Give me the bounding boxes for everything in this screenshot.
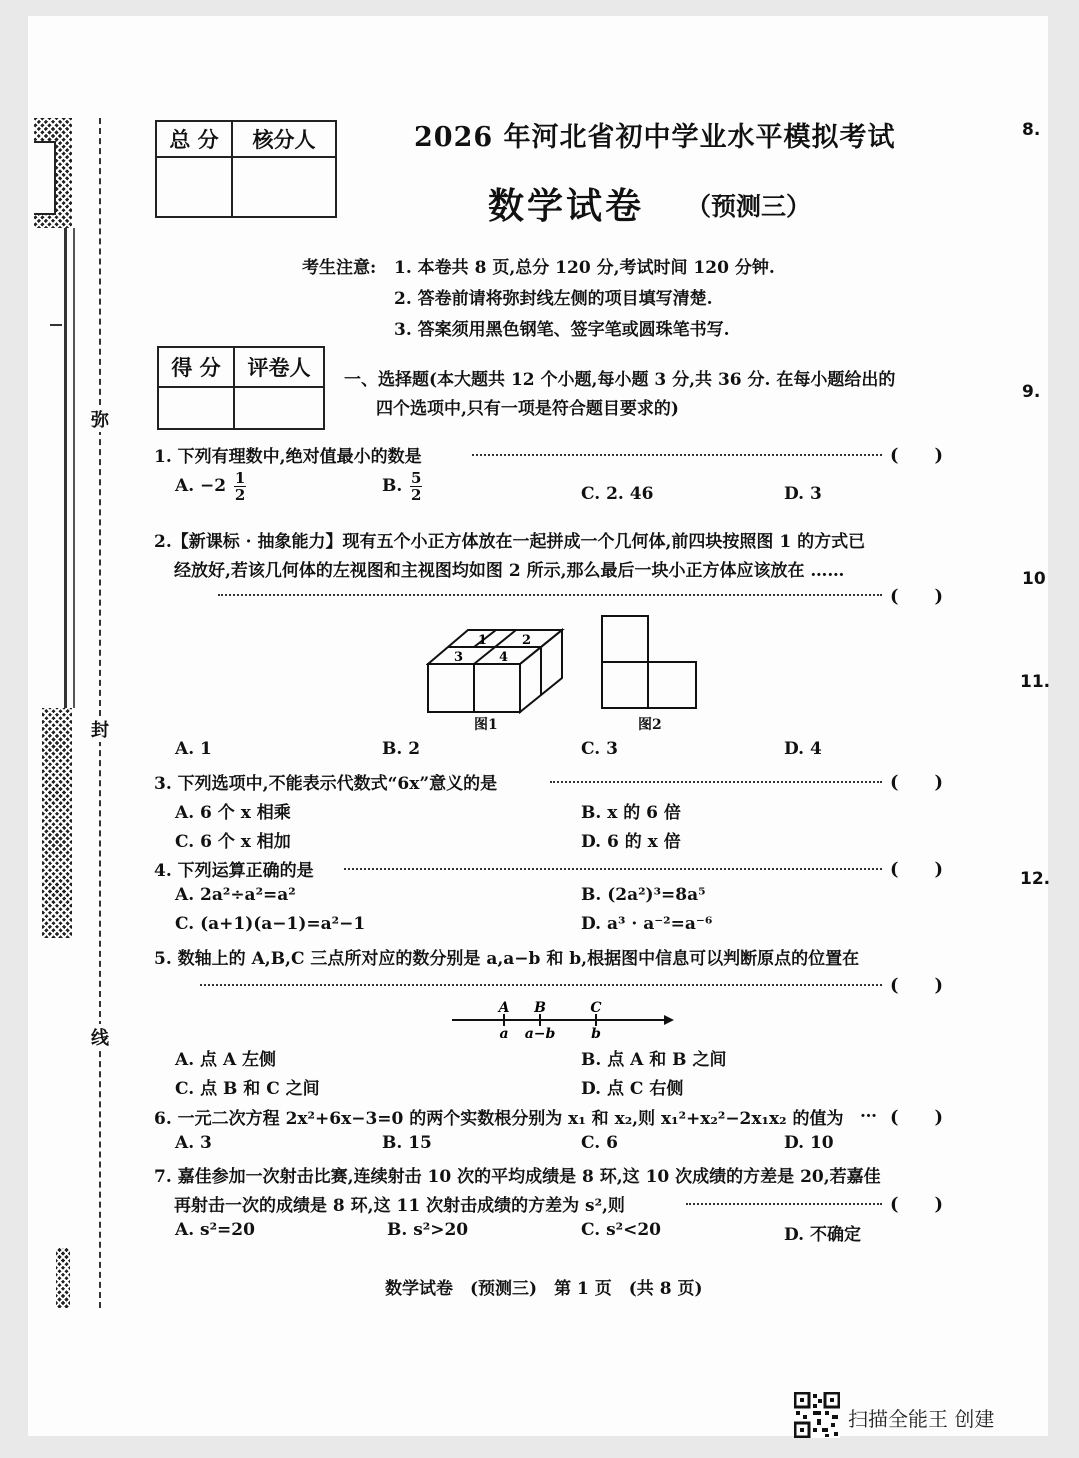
checker-header: 核分人 <box>232 121 336 157</box>
q4-option-c[interactable]: C. (a+1)(a−1)=a²−1 <box>175 914 366 934</box>
q1-a-numerator: 1 <box>234 469 246 487</box>
section1-heading: 一、选择题(本大题共 12 个小题,每小题 3 分,共 36 分. 在每小题给出的 <box>344 370 896 390</box>
q6-option-a[interactable]: A. 3 <box>175 1133 212 1153</box>
q2-figure-1-label: 图1 <box>474 717 498 733</box>
notice-item-3: 3. 答案须用黑色钢笔、签字笔或圆珠笔书写. <box>394 320 730 340</box>
cube-label-2: 2 <box>522 633 532 648</box>
cube-label-1: 1 <box>478 633 488 648</box>
q2-answer-blank[interactable]: ( ) <box>890 586 944 607</box>
q1-option-b-fraction <box>410 470 422 503</box>
q4-leader <box>344 868 882 870</box>
subject-title: 数学试卷 <box>488 185 645 227</box>
q3-answer-blank[interactable]: ( ) <box>890 772 944 793</box>
q3-option-b[interactable]: B. x 的 6 倍 <box>581 803 681 823</box>
q4-option-d[interactable]: D. a³ · a⁻²=a⁻⁶ <box>581 914 713 934</box>
q1-option-b-label: B. <box>382 476 403 496</box>
q3-stem: 3. 下列选项中,不能表示代数式“6x”意义的是 <box>154 774 498 794</box>
cube-label-4: 4 <box>499 650 509 665</box>
q6-option-b[interactable]: B. 15 <box>382 1133 432 1153</box>
q3-leader <box>550 781 882 783</box>
section-score-header: 得 分 <box>158 347 234 387</box>
seal-char-mi: 弥 <box>91 406 109 432</box>
point-A-label: A <box>498 1000 510 1016</box>
q5-option-c[interactable]: C. 点 B 和 C 之间 <box>175 1079 320 1099</box>
q3-option-d[interactable]: D. 6 的 x 倍 <box>581 832 681 852</box>
value-b-label: b <box>591 1026 601 1040</box>
q5-option-a[interactable]: A. 点 A 左侧 <box>175 1050 277 1070</box>
right-number-11: 11. <box>1020 672 1051 692</box>
section1-heading-2: 四个选项中,只有一项是符合题目要求的) <box>376 399 679 419</box>
q4-option-a[interactable]: A. 2a²÷a²=a² <box>175 885 296 905</box>
binding-tick <box>50 324 62 326</box>
q7-option-b[interactable]: B. s²>20 <box>387 1220 469 1240</box>
q7-leader <box>686 1203 882 1205</box>
q1-b-numerator: 5 <box>411 469 422 487</box>
q1-option-a-label: A. −2 <box>175 476 227 496</box>
point-B-label: B <box>534 1000 546 1016</box>
cube-front-left <box>428 664 474 712</box>
q1-a-denominator: 2 <box>234 486 246 504</box>
q4-answer-blank[interactable]: ( ) <box>890 859 944 880</box>
q1-answer-blank[interactable]: ( ) <box>890 445 944 466</box>
q2-option-c[interactable]: C. 3 <box>581 739 618 759</box>
number-line-arrow <box>664 1015 674 1025</box>
grader-cell[interactable] <box>234 387 324 429</box>
seal-char-feng: 封 <box>91 716 109 742</box>
notice-item-1: 1. 本卷共 8 页,总分 120 分,考试时间 120 分钟. <box>394 258 775 278</box>
q4-option-b[interactable]: B. (2a²)³=8a⁵ <box>581 885 706 905</box>
checker-cell[interactable] <box>232 157 336 217</box>
q6-option-d[interactable]: D. 10 <box>784 1133 834 1153</box>
point-C-label: C <box>590 1000 602 1016</box>
q5-stem: 5. 数轴上的 A,B,C 三点所对应的数分别是 a,a−b 和 b,根据图中信息可以判断原点的位置在 <box>154 949 860 969</box>
q7-stem-line2: 再射击一次的成绩是 8 环,这 11 次射击成绩的方差为 s²,则 <box>174 1196 625 1216</box>
notice-label: 考生注意: <box>302 258 377 278</box>
q1-option-a-fraction <box>234 470 246 503</box>
q5-option-d[interactable]: D. 点 C 右侧 <box>581 1079 684 1099</box>
q4-stem: 4. 下列运算正确的是 <box>154 861 314 881</box>
binding-frame <box>34 141 56 215</box>
q7-stem-line1: 7. 嘉佳参加一次射击比赛,连续射击 10 次的平均成绩是 8 环,这 10 次成绩的方差是 20,若嘉佳 <box>154 1167 881 1187</box>
edition-label: （预测三） <box>686 192 812 221</box>
exam-page <box>28 16 1051 1436</box>
q1-option-b[interactable] <box>382 470 422 503</box>
q7-option-a[interactable]: A. s²=20 <box>175 1220 255 1240</box>
right-number-10: 10 <box>1022 569 1046 589</box>
q6-leader: … <box>860 1102 877 1122</box>
q2-figure-2 <box>600 614 700 712</box>
cube-label-3: 3 <box>454 650 464 665</box>
binding-hatch-bottom <box>56 1248 70 1308</box>
q1-option-a[interactable] <box>175 470 246 503</box>
view-square-bottom-right <box>648 662 696 708</box>
grader-header: 评卷人 <box>234 347 324 387</box>
right-number-12: 12. <box>1020 869 1051 889</box>
q1-option-c[interactable]: C. 2. 46 <box>581 484 654 504</box>
q2-figure-2-label: 图2 <box>638 717 662 733</box>
q7-option-d[interactable]: D. 不确定 <box>784 1225 861 1245</box>
q5-leader <box>200 984 882 986</box>
q2-option-d[interactable]: D. 4 <box>784 739 822 759</box>
q5-answer-blank[interactable]: ( ) <box>890 975 944 996</box>
page-footer: 数学试卷 (预测三) 第 1 页 (共 8 页) <box>385 1279 703 1299</box>
q5-option-b[interactable]: B. 点 A 和 B 之间 <box>581 1050 727 1070</box>
q3-option-a[interactable]: A. 6 个 x 相乘 <box>175 803 291 823</box>
section-score-table <box>157 346 325 430</box>
watermark-text: 扫描全能王 创建 <box>848 1407 995 1431</box>
total-score-header: 总 分 <box>156 121 232 157</box>
q2-option-b[interactable]: B. 2 <box>382 739 421 759</box>
q6-option-c[interactable]: C. 6 <box>581 1133 618 1153</box>
q1-option-d[interactable]: D. 3 <box>784 484 822 504</box>
q2-option-a[interactable]: A. 1 <box>175 739 212 759</box>
right-number-8: 8. <box>1022 120 1041 140</box>
q7-option-c[interactable]: C. s²<20 <box>581 1220 661 1240</box>
q3-option-c[interactable]: C. 6 个 x 相加 <box>175 832 291 852</box>
q6-stem: 6. 一元二次方程 2x²+6x−3=0 的两个实数根分别为 x₁ 和 x₂,则 x₁²+x₂²−2x₁x₂ 的值为 <box>154 1109 844 1129</box>
binding-edge-line <box>64 228 75 708</box>
cube-front-right <box>474 664 520 712</box>
value-a-label: a <box>499 1026 509 1040</box>
seal-dotted-line <box>99 118 101 1308</box>
q2-figure-1 <box>426 626 566 716</box>
q1-leader <box>472 454 882 456</box>
seal-char-xian: 线 <box>91 1024 109 1050</box>
right-number-9: 9. <box>1022 382 1041 402</box>
q2-leader <box>218 594 882 596</box>
q1-stem: 1. 下列有理数中,绝对值最小的数是 <box>154 447 422 467</box>
q6-answer-blank[interactable]: ( ) <box>890 1107 944 1128</box>
total-score-cell[interactable] <box>156 157 232 217</box>
notice-item-2: 2. 答卷前请将弥封线左侧的项目填写清楚. <box>394 289 713 309</box>
q2-stem-line2: 经放好,若该几何体的左视图和主视图均如图 2 所示,那么最后一块小正方体应该放在 …… <box>174 561 845 581</box>
binding-hatch-middle <box>42 708 72 938</box>
view-square-bottom-left <box>602 662 648 708</box>
q2-stem-line1: 2.【新课标 · 抽象能力】现有五个小正方体放在一起拼成一个几何体,前四块按照图 1 的方式已 <box>154 532 866 552</box>
total-score-table <box>155 120 337 218</box>
q5-number-line <box>450 998 680 1040</box>
exam-title: 2026 年河北省初中学业水平模拟考试 <box>414 122 896 153</box>
value-a-minus-b-label: a−b <box>524 1026 556 1040</box>
q7-answer-blank[interactable]: ( ) <box>890 1194 944 1215</box>
view-square-top <box>602 616 648 662</box>
qr-code-icon <box>794 1392 840 1438</box>
q1-b-denominator: 2 <box>411 486 422 504</box>
section-score-cell[interactable] <box>158 387 234 429</box>
